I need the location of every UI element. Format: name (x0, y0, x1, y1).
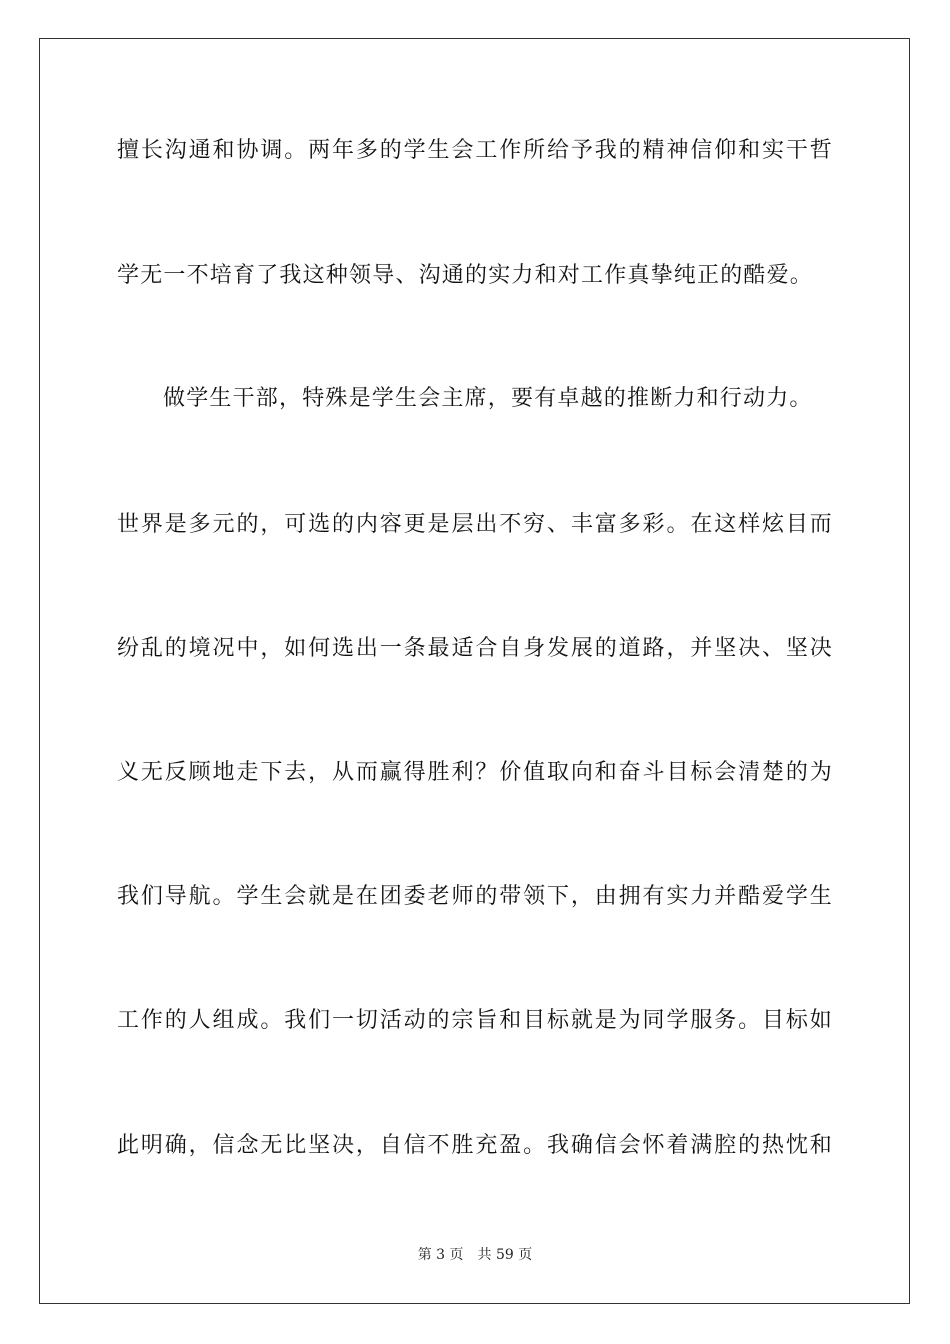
paragraph-line: 此明确，信念无比坚决，自信不胜充盈。我确信会怀着满腔的热忱和 (117, 1133, 833, 1158)
page-border (39, 38, 910, 1304)
paragraph-line-indented: 做学生干部，特殊是学生会主席，要有卓越的推断力和行动力。 (163, 386, 813, 411)
page-footer (0, 1246, 950, 1264)
paragraph-line: 世界是多元的，可选的内容更是层出不穷、丰富多彩。在这样炫目而 (117, 512, 833, 537)
paragraph-line: 我们导航。学生会就是在团委老师的带领下，由拥有实力并酷爱学生 (117, 884, 833, 909)
page-total: 共 59 页 (477, 1247, 533, 1263)
paragraph-line: 义无反顾地走下去，从而赢得胜利？价值取向和奋斗目标会清楚的为 (117, 760, 833, 785)
paragraph-line: 工作的人组成。我们一切活动的宗旨和目标就是为同学服务。目标如 (117, 1008, 833, 1033)
paragraph-line: 擅长沟通和协调。两年多的学生会工作所给予我的精神信仰和实干哲 (117, 138, 833, 163)
paragraph-line: 学无一不培育了我这种领导、沟通的实力和对工作真挚纯正的酷爱。 (117, 263, 814, 288)
paragraph-line: 纷乱的境况中，如何选出一条最适合自身发展的道路，并坚决、坚决 (117, 636, 833, 661)
page-number: 第 3 页 (417, 1247, 464, 1263)
